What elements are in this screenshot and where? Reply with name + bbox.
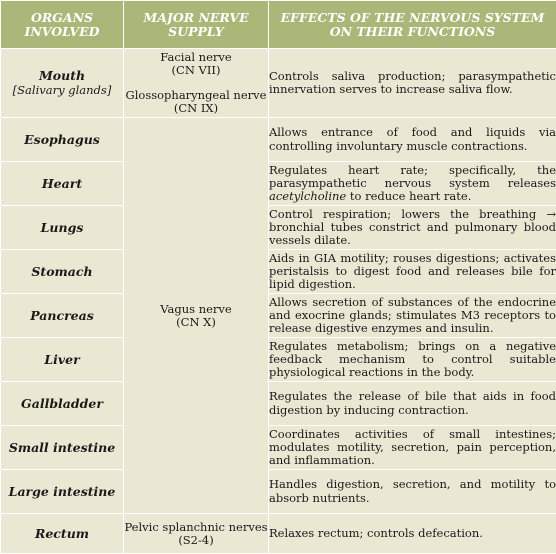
nerve-cell: Pelvic splanchnic nerves (S2-4)	[124, 514, 269, 554]
organ-cell: Gallbladder	[1, 382, 124, 426]
organ-cell: Stomach	[1, 250, 124, 294]
header-effects: EFFECTS OF THE NERVOUS SYSTEM ON THEIR FUNCTIONS	[269, 1, 556, 49]
table-row-large-intestine	[1, 470, 556, 514]
table-row-lungs	[1, 206, 556, 250]
organ-cell: Liver	[1, 338, 124, 382]
effect-cell: Regulates metabolism; brings on a negative feedback mechanism to control suitable physiological reactions in the body.	[269, 338, 556, 382]
effect-cell: Regulates heart rate; specifically, the parasympathetic nervous system releases acetylcholine to reduce heart rate.	[269, 162, 556, 206]
effect-cell: Allows entrance of food and liquids via controlling involuntary muscle contractions.	[269, 118, 556, 162]
effect-cell: Coordinates activities of small intestines; modulates motility, secretion, pain perception, and inflammation.	[269, 426, 556, 470]
effect-cell: Control respiration; lowers the breathing → bronchial tubes constrict and pulmonary blood vessels dilate.	[269, 206, 556, 250]
effect-cell: Aids in GIA motility; rouses digestions; activates peristalsis to digest food and releases bile for lipid digestion.	[269, 250, 556, 294]
organ-cell: Lungs	[1, 206, 124, 250]
effect-cell: Relaxes rectum; controls defecation.	[269, 514, 556, 554]
effect-cell: Handles digestion, secretion, and motility to absorb nutrients.	[269, 470, 556, 514]
vagus-nerve-cell: Vagus nerve (CN X)	[124, 118, 269, 514]
effect-cell: Allows secretion of substances of the endocrine and exocrine glands; stimulates M3 receptors to release digestive enzymes and insulin.	[269, 294, 556, 338]
table-row-rectum	[1, 514, 556, 554]
table-row-small-intestine	[1, 426, 556, 470]
organ-cell: Rectum	[1, 514, 124, 554]
organ-cell: Heart	[1, 162, 124, 206]
organ-cell: Mouth [Salivary glands]	[1, 49, 124, 118]
header-organs: ORGANS INVOLVED	[1, 1, 124, 49]
organ-cell: Pancreas	[1, 294, 124, 338]
table-row-stomach	[1, 250, 556, 294]
table-row-gallbladder	[1, 382, 556, 426]
nerve-cell: Facial nerve (CN VII) Glossopharyngeal nerve (CN IX)	[124, 49, 269, 118]
table-row-liver	[1, 338, 556, 382]
header-nerve: MAJOR NERVE SUPPLY	[124, 1, 269, 49]
table-row-pancreas	[1, 294, 556, 338]
organ-cell: Large intestine	[1, 470, 124, 514]
organ-cell: Esophagus	[1, 118, 124, 162]
effect-cell: Controls saliva production; parasympathetic innervation serves to increase saliva flow.	[269, 49, 556, 118]
effect-cell: Regulates the release of bile that aids in food digestion by inducing contraction.	[269, 382, 556, 426]
header-row	[1, 1, 556, 49]
organ-cell: Small intestine	[1, 426, 124, 470]
table-row-mouth	[1, 49, 556, 118]
table-row-esophagus	[1, 118, 556, 162]
table-row-heart	[1, 162, 556, 206]
